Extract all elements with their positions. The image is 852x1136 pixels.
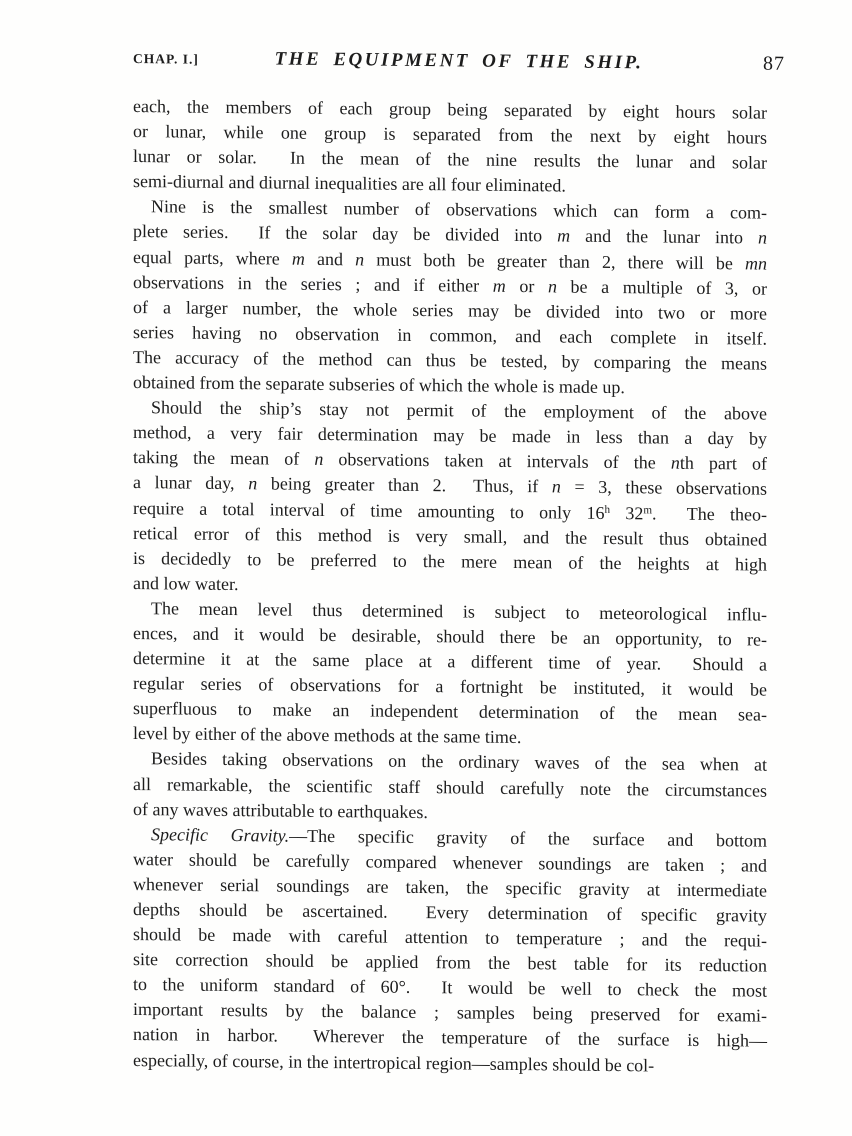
text-line: equal parts, where m and n must both be greater than 2, there will be mn: [133, 246, 767, 274]
paragraph: [133, 194, 767, 401]
paragraph: [133, 822, 767, 1080]
paragraph: [133, 94, 767, 201]
paragraph: [133, 395, 767, 602]
text-line: Specific Gravity.—The specific gravity of the surface and bottom: [151, 823, 767, 851]
page-header: [133, 46, 785, 76]
text-line: retical error of this method is very small, and the result thus obtained: [133, 522, 767, 550]
text-line: Should the ship’s stay not permit of the employment of the above: [151, 397, 767, 424]
text-line: level by either of the above methods at the same time.: [133, 723, 522, 748]
page-content: [133, 46, 785, 1079]
text-line: observations in the series ; and if either m or n be a multiple of 3, or: [133, 271, 768, 299]
body-text: [133, 94, 767, 1079]
text-line: important results by the balance ; samples being preserved for exami-: [133, 999, 767, 1027]
text-line: ences, and it would be desirable, should there be an opportunity, to re-: [133, 622, 767, 650]
text-line: is decidedly to be preferred to the mere mean of the heights at high: [133, 547, 767, 575]
text-line: water should be carefully compared whenever soundings are taken ; and: [133, 848, 767, 876]
text-line: require a total interval of time amounting to only 16$^h$ 32$^m$. The theo-: [133, 497, 768, 525]
chapter-label: CHAP. I.]: [133, 51, 199, 67]
text-line: The accuracy of the method can thus be tested, by comparing the means: [133, 346, 767, 374]
text-line: The mean level thus determined is subject to meteorological influ-: [151, 598, 767, 625]
text-line: plete series. If the solar day be divided into m and the lunar into n: [133, 221, 767, 249]
text-line: site correction should be applied from the best table for its reduction: [133, 949, 767, 976]
text-line: method, a very fair determination may be made in less than a day by: [133, 422, 767, 449]
text-line: depths should be ascertained. Every determination of specific gravity: [133, 899, 767, 926]
text-line: series having no observation in common, and each complete in itself.: [133, 321, 767, 349]
text-line: semi-diurnal and diurnal inequalities are all four eliminated.: [133, 171, 566, 196]
text-line: a lunar day, n being greater than 2. Thus, if n = 3, these observations: [133, 472, 768, 500]
text-line: regular series of observations for a fortnight be instituted, it would be: [133, 673, 767, 700]
text-line: determine it at the same place at a different time of year. Should a: [133, 648, 767, 675]
text-line: of a larger number, the whole series may be divided into two or more: [133, 296, 767, 324]
text-line: all remarkable, the scientific staff should carefully note the circumstances: [133, 773, 767, 801]
text-line: Nine is the smallest number of observations which can form a com-: [151, 196, 767, 224]
page-number: 87: [763, 52, 785, 75]
text-line: superfluous to make an independent determination of the mean sea-: [133, 698, 767, 725]
text-line: should be made with careful attention to temperature ; and the requi-: [133, 924, 767, 951]
text-line: whenever serial soundings are taken, the specific gravity at intermediate: [133, 873, 767, 901]
text-line: each, the members of each group being separated by eight hours solar: [133, 96, 767, 123]
text-line: nation in harbor. Wherever the temperature of the surface is high—: [133, 1024, 767, 1052]
text-line: or lunar, while one group is separated from the next by eight hours: [133, 121, 767, 148]
text-line: especially, of course, in the intertropical region—samples should be col-: [133, 1049, 655, 1076]
text-line: lunar or solar. In the mean of the nine results the lunar and solar: [133, 146, 767, 173]
text-line: to the uniform standard of 60°. It would be well to check the most: [133, 974, 767, 1001]
text-line: obtained from the separate subseries of which the whole is made up.: [133, 372, 625, 398]
text-line: of any waves attributable to earthquakes.: [133, 798, 428, 822]
running-title: THE EQUIPMENT OF THE SHIP.: [274, 48, 644, 74]
paragraph: [133, 746, 767, 828]
text-line: Besides taking observations on the ordinary waves of the sea when at: [151, 748, 767, 776]
paragraph: [133, 596, 767, 753]
text-line: and low water.: [133, 572, 239, 594]
text-line: taking the mean of n observations taken at intervals of the nth part of: [133, 447, 767, 474]
